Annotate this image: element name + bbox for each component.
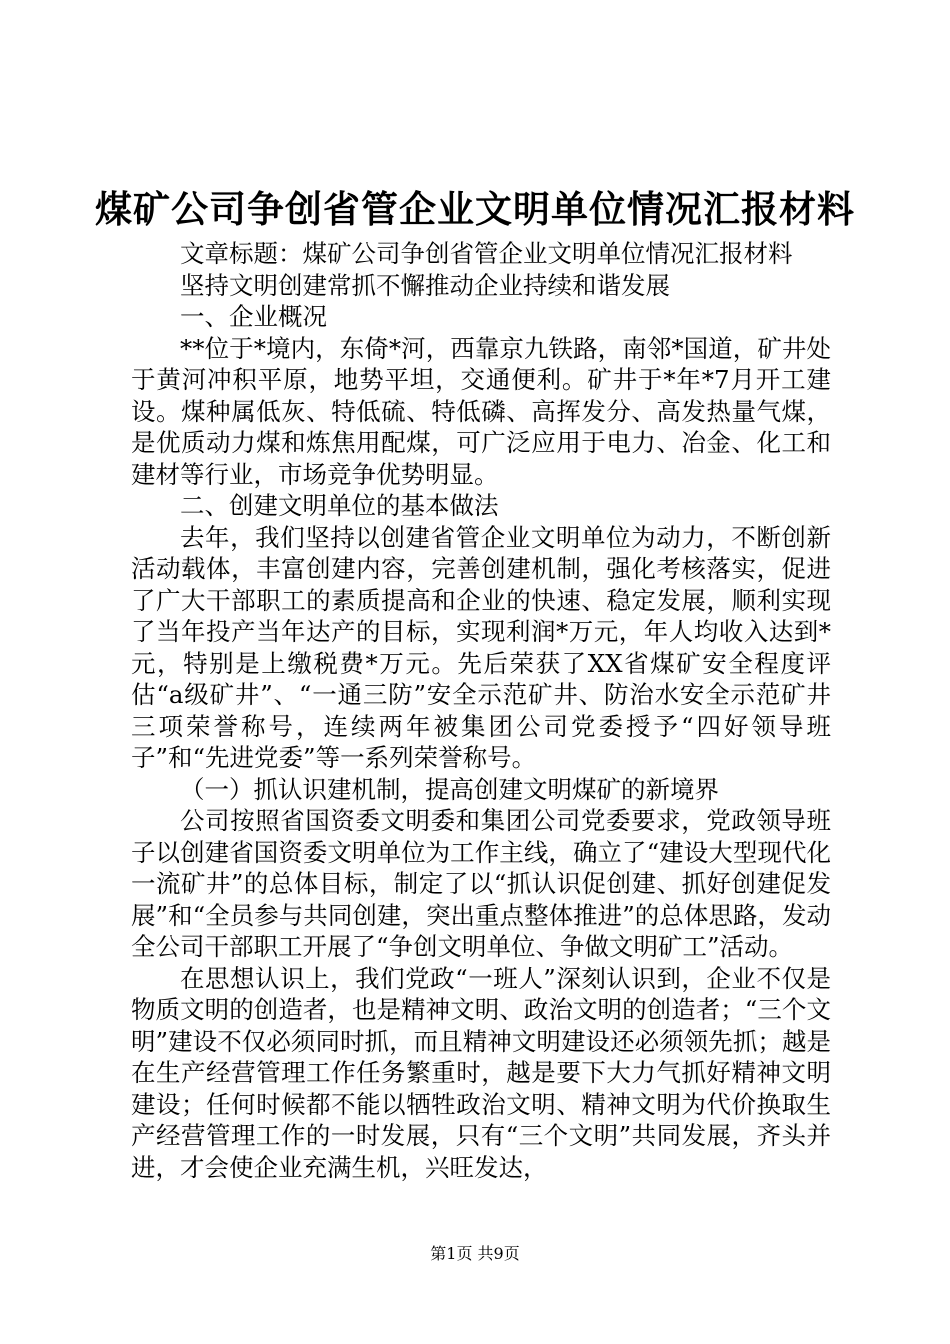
article-title-line: 文章标题：煤矿公司争创省管企业文明单位情况汇报材料 <box>180 239 793 268</box>
page-footer: 第1页 共9页 <box>430 1244 520 1263</box>
subtitle-line: 坚持文明创建常抓不懈推动企业持续和谐发展 <box>180 270 670 300</box>
document-title: 煤矿公司争创省管企业文明单位情况汇报材料 <box>95 187 855 231</box>
section-heading-practices: 二、创建文明单位的基本做法 <box>180 491 499 520</box>
paragraph-overview: **位于*境内，东倚*河，西靠京九铁路，南邻*国道，矿井处于黄河冲积平原，地势平坦，交通便利。矿井于*年*7月开工建设。煤种属低灰、特低硫、特低磷、高挥发分、高发热量气煤，是优质动力煤和炼焦用配煤，可广泛应用于电力、冶金、化工和建材等行业，市场竞争优势明显。 <box>131 333 831 489</box>
paragraph-understanding: 在思想认识上，我们党政“一班人”深刻认识到，企业不仅是物质文明的创造者，也是精神文明、政治文明的创造者；“三个文明”建设不仅必须同时抓，而且精神文明建设还必须领先抓；越是在生产经营管理工作任务繁重时，越是要下大力气抓好精神文明建设；任何时候都不能以牺牲政治文明、精神文明为代价换取生产经营管理工作的一时发展，只有“三个文明”共同发展，齐头并进，才会使企业充满生机，兴旺发达， <box>131 963 831 1182</box>
subsection-heading-1: （一）抓认识建机制，提高创建文明煤矿的新境界 <box>180 774 719 804</box>
document-body <box>131 238 831 1183</box>
paragraph-achievements: 去年，我们坚持以创建省管企业文明单位为动力，不断创新活动载体，丰富创建内容，完善创建机制，强化考核落实，促进了广大干部职工的素质提高和企业的快速、稳定发展，顺利实现了当年投产当年达产的目标，实现利润*万元，年人均收入达到*元，特别是上缴税费*万元。先后荣获了XX省煤矿安全程度评估“a级矿井”、“一通三防”安全示范矿井、防治水安全示范矿井三项荣誉称号，连续两年被集团公司党委授予“四好领导班子”和“先进党委”等一系列荣誉称号。 <box>131 522 831 772</box>
paragraph-goals: 公司按照省国资委文明委和集团公司党委要求，党政领导班子以创建省国资委文明单位为工作主线，确立了“建设大型现代化一流矿井”的总体目标，制定了以“抓认识促创建、抓好创建促发展”和“全员参与共同创建，突出重点整体推进”的总体思路，发动全公司干部职工开展了“争创文明单位、争做文明矿工”活动。 <box>131 806 831 961</box>
section-heading-overview: 一、企业概况 <box>180 302 327 331</box>
